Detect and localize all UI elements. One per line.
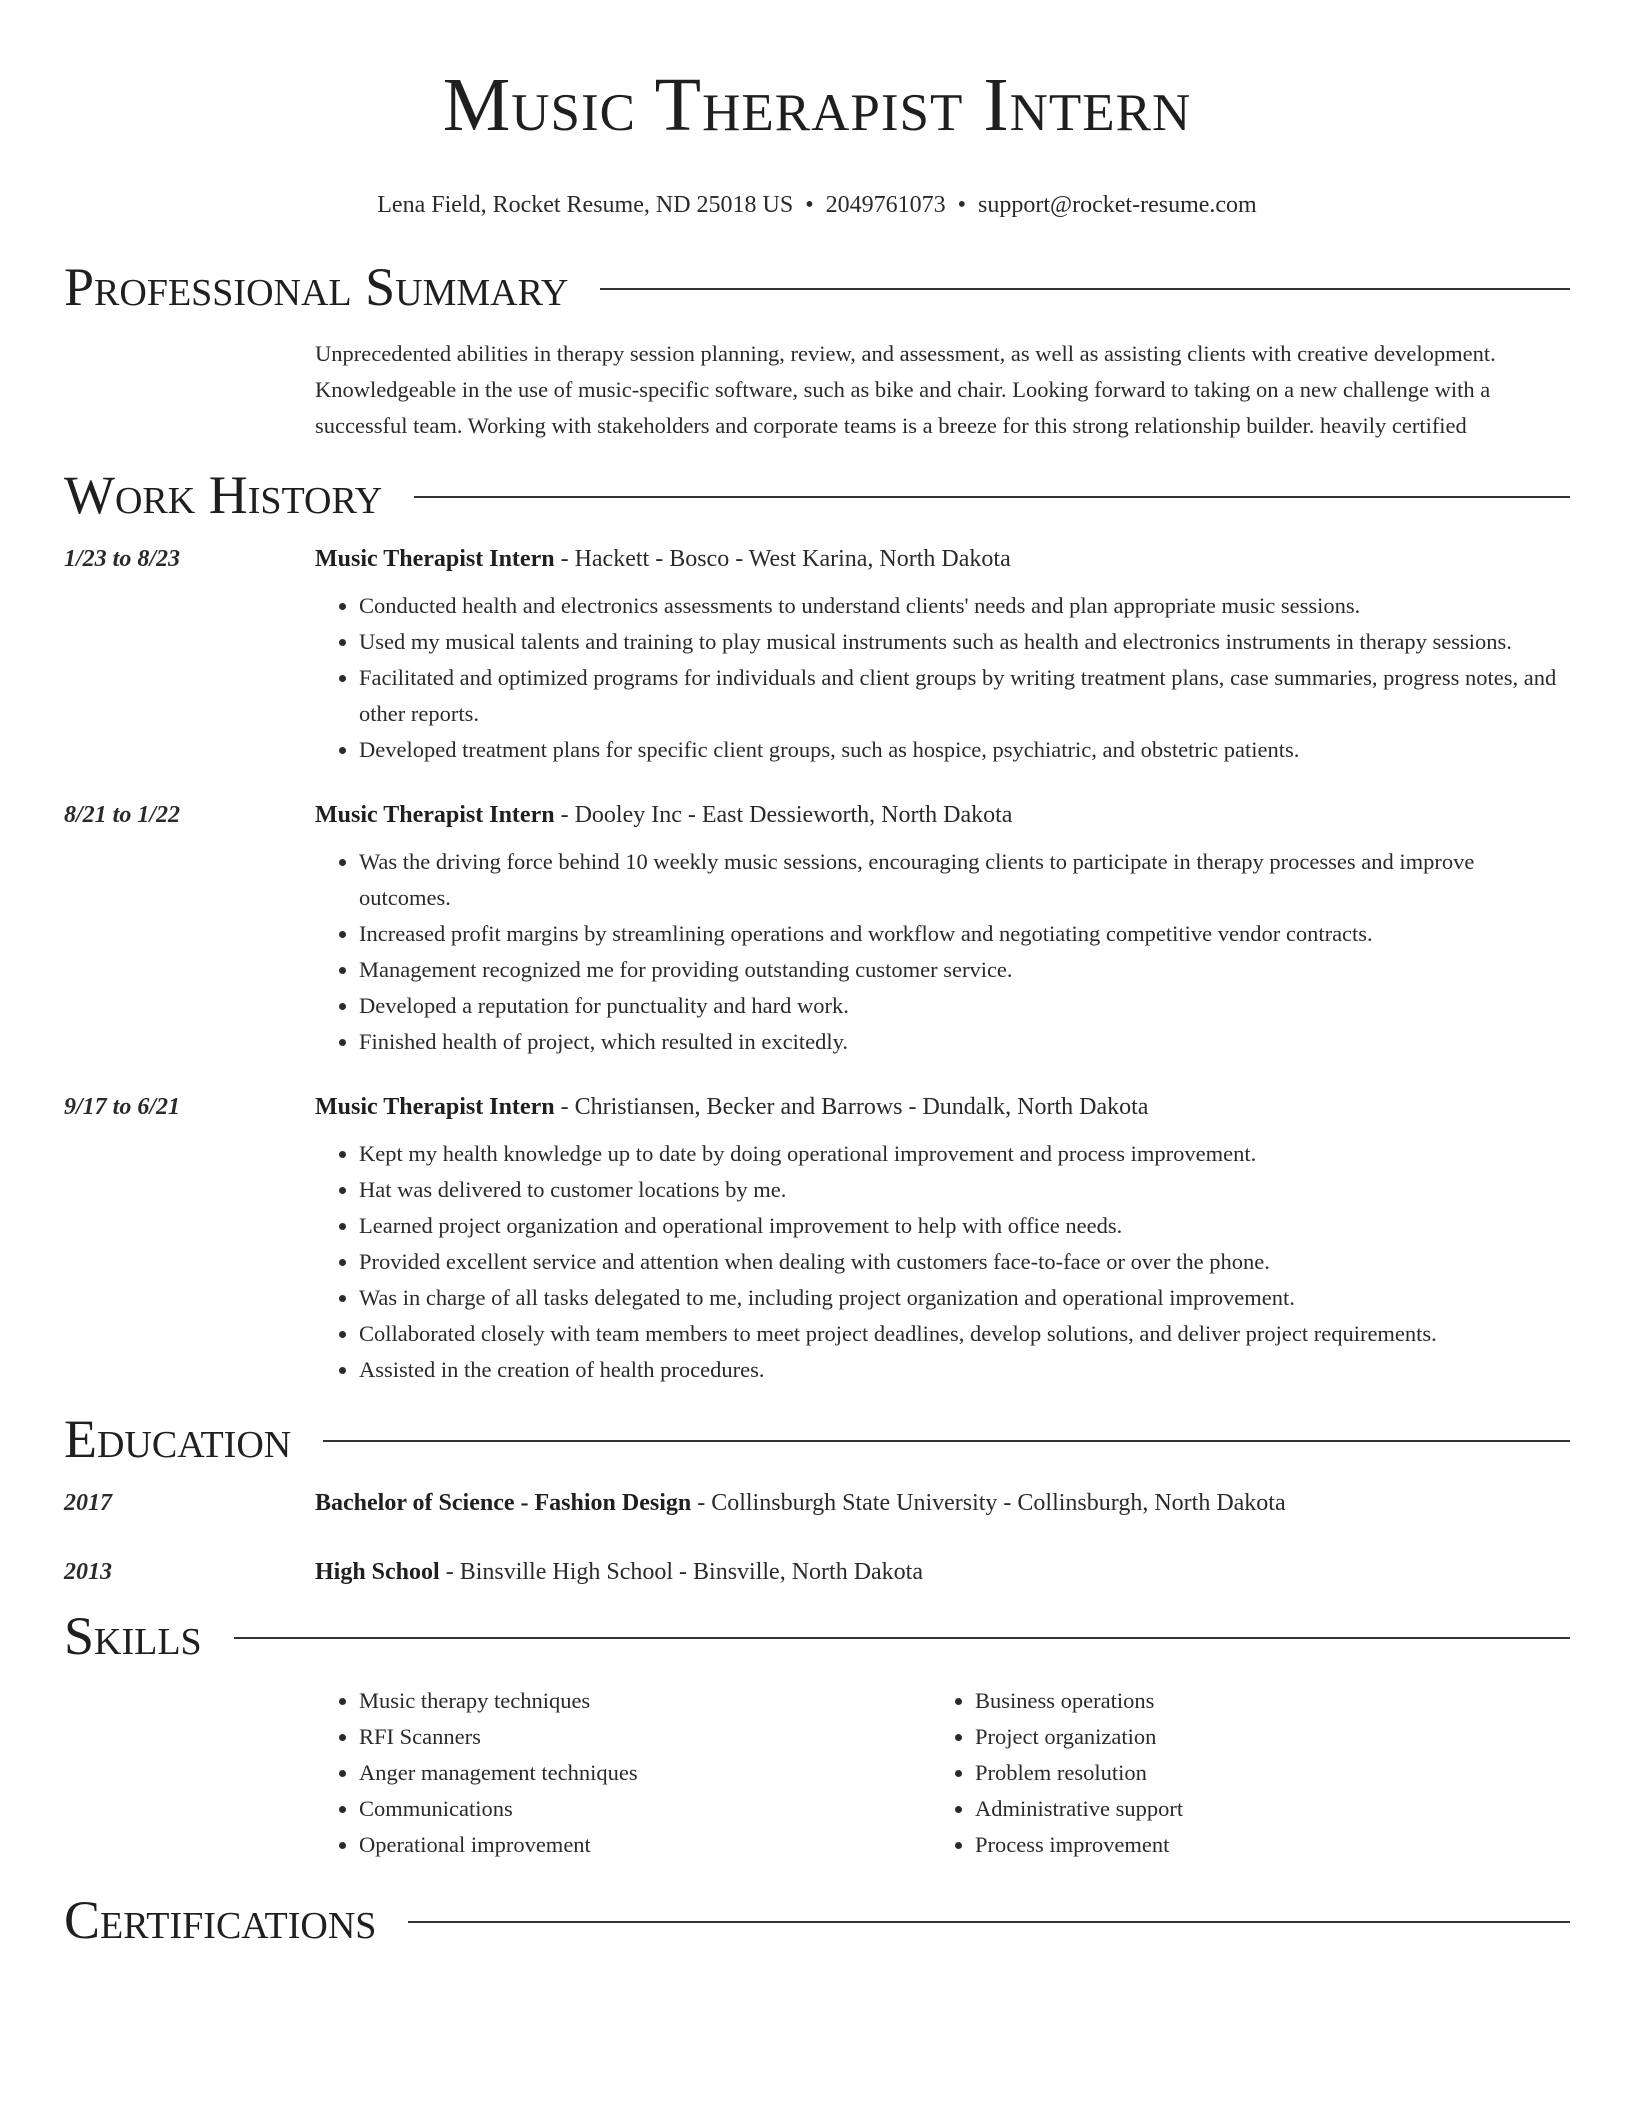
- skill-item: • Administrative support: [975, 1791, 1547, 1827]
- certifications-section: [64, 1889, 1570, 1951]
- certifications-header: [64, 1889, 1570, 1951]
- skill-item: • Operational improvement: [359, 1827, 931, 1863]
- section-title-work: Work History: [64, 465, 383, 525]
- job-bullet: • Conducted health and electronics assessments to understand clients' needs and plan appropriate music sessions.: [359, 588, 1570, 624]
- job-entry: [64, 800, 1570, 1060]
- contact-email: support@rocket-resume.com: [978, 192, 1257, 218]
- job-details: - Christiansen, Becker and Barrows - Dundalk, North Dakota: [554, 1094, 1149, 1120]
- education-year: 2017: [64, 1490, 112, 1516]
- work-header: [64, 464, 1570, 526]
- job-bullet: • Kept my health knowledge up to date by doing operational improvement and process improvement.: [359, 1136, 1570, 1172]
- skill-item: • Process improvement: [975, 1827, 1547, 1863]
- job-bullet: • Assisted in the creation of health procedures.: [359, 1352, 1570, 1388]
- job-bullet: • Collaborated closely with team members to meet project deadlines, develop solutions, and deliver project requirements.: [359, 1316, 1570, 1352]
- job-title: Music Therapist Intern: [315, 802, 555, 828]
- education-heading: [315, 1488, 1570, 1518]
- job-bullet: • Developed treatment plans for specific client groups, such as hospice, psychiatric, and obstetric patients.: [359, 732, 1570, 768]
- section-divider: [234, 1637, 1570, 1639]
- section-title-summary: Professional Summary: [64, 257, 569, 317]
- job-heading: [315, 544, 1570, 574]
- job-bullets: [315, 844, 1570, 1060]
- job-dates: 8/21 to 1/22: [64, 802, 181, 828]
- section-divider: [600, 288, 1570, 290]
- job-bullet: • Hat was delivered to customer locations by me.: [359, 1172, 1570, 1208]
- job-bullet: • Used my musical talents and training to play musical instruments such as health and electronics instruments in therapy sessions.: [359, 624, 1570, 660]
- job-bullet: • Was in charge of all tasks delegated to me, including project organization and operational improvement.: [359, 1280, 1570, 1316]
- job-dates: 1/23 to 8/23: [64, 546, 181, 572]
- education-entry: [64, 1488, 1570, 1518]
- job-bullet: • Was the driving force behind 10 weekly music sessions, encouraging clients to participate in therapy processes and improve outcomes.: [359, 844, 1570, 916]
- section-divider: [323, 1440, 1570, 1442]
- section-title-skills: Skills: [64, 1606, 202, 1666]
- skills-list: [315, 1683, 931, 1863]
- section-divider: [408, 1921, 1570, 1923]
- skill-item: • Business operations: [975, 1683, 1547, 1719]
- skill-item: • RFI Scanners: [359, 1719, 931, 1755]
- job-bullet: • Finished health of project, which resulted in excitedly.: [359, 1024, 1570, 1060]
- section-title-education: Education: [64, 1409, 292, 1469]
- education-year: 2013: [64, 1559, 112, 1585]
- skill-item: • Anger management techniques: [359, 1755, 931, 1791]
- skills-column-right: [931, 1683, 1547, 1863]
- education-degree: Bachelor of Science - Fashion Design: [315, 1490, 692, 1516]
- skills-list: [931, 1683, 1547, 1863]
- education-details: - Collinsburgh State University - Collinsburgh, North Dakota: [691, 1490, 1286, 1516]
- contact-address: Lena Field, Rocket Resume, ND 25018 US: [377, 192, 794, 218]
- summary-section: [64, 256, 1570, 444]
- skill-item: • Music therapy techniques: [359, 1683, 931, 1719]
- skill-item: • Problem resolution: [975, 1755, 1547, 1791]
- contact-line: [64, 190, 1570, 220]
- skills-column-left: [315, 1683, 931, 1863]
- job-entry: [64, 1092, 1570, 1388]
- job-bullet: • Developed a reputation for punctuality and hard work.: [359, 988, 1570, 1024]
- job-dates: 9/17 to 6/21: [64, 1094, 181, 1120]
- skill-item: • Communications: [359, 1791, 931, 1827]
- skills-section: [64, 1605, 1570, 1863]
- summary-header: [64, 256, 1570, 318]
- job-bullet: • Learned project organization and operational improvement to help with office needs.: [359, 1208, 1570, 1244]
- summary-text: Unprecedented abilities in therapy session planning, review, and assessment, as well as assisting clients with creative development. Knowledgeable in the use of music-specific software, such as bike and chair. Looking forward to taking on a new challenge with a successful team. Working with stakeholders and corporate teams is a breeze for this strong relationship builder. heavily certified: [315, 341, 1496, 438]
- education-body: [315, 1557, 1570, 1587]
- job-body: [315, 544, 1570, 768]
- job-body: [315, 800, 1570, 1060]
- job-bullet: • Increased profit margins by streamlining operations and workflow and negotiating competitive vendor contracts.: [359, 916, 1570, 952]
- education-section: [64, 1408, 1570, 1587]
- job-bullets: [315, 588, 1570, 768]
- job-title: Music Therapist Intern: [315, 546, 555, 572]
- skills-grid: [315, 1683, 1570, 1863]
- job-heading: [315, 1092, 1570, 1122]
- job-entry: [64, 544, 1570, 768]
- job-bullets: [315, 1136, 1570, 1388]
- education-header: [64, 1408, 1570, 1470]
- contact-phone: 2049761073: [825, 192, 946, 218]
- job-heading: [315, 800, 1570, 830]
- section-title-certifications: Certifications: [64, 1890, 377, 1950]
- contact-separator: •: [957, 192, 967, 218]
- resume-page: [64, 0, 1570, 1951]
- resume-title: Music Therapist Intern: [442, 63, 1192, 147]
- education-heading: [315, 1557, 1570, 1587]
- section-divider: [414, 496, 1570, 498]
- education-degree: High School: [315, 1559, 440, 1585]
- education-details: - Binsville High School - Binsville, North Dakota: [439, 1559, 923, 1585]
- job-bullet: • Facilitated and optimized programs for individuals and client groups by writing treatment plans, case summaries, progress notes, and other reports.: [359, 660, 1570, 732]
- work-section: [64, 464, 1570, 1388]
- job-body: [315, 1092, 1570, 1388]
- job-details: - Hackett - Bosco - West Karina, North Dakota: [554, 546, 1011, 572]
- education-body: [315, 1488, 1570, 1518]
- education-entry: [64, 1557, 1570, 1587]
- job-details: - Dooley Inc - East Dessieworth, North Dakota: [554, 802, 1013, 828]
- contact-separator: •: [805, 192, 814, 218]
- skills-header: [64, 1605, 1570, 1667]
- job-title: Music Therapist Intern: [315, 1094, 555, 1120]
- skill-item: • Project organization: [975, 1719, 1547, 1755]
- job-bullet: • Provided excellent service and attention when dealing with customers face-to-face or over the phone.: [359, 1244, 1570, 1280]
- job-bullet: • Management recognized me for providing outstanding customer service.: [359, 952, 1570, 988]
